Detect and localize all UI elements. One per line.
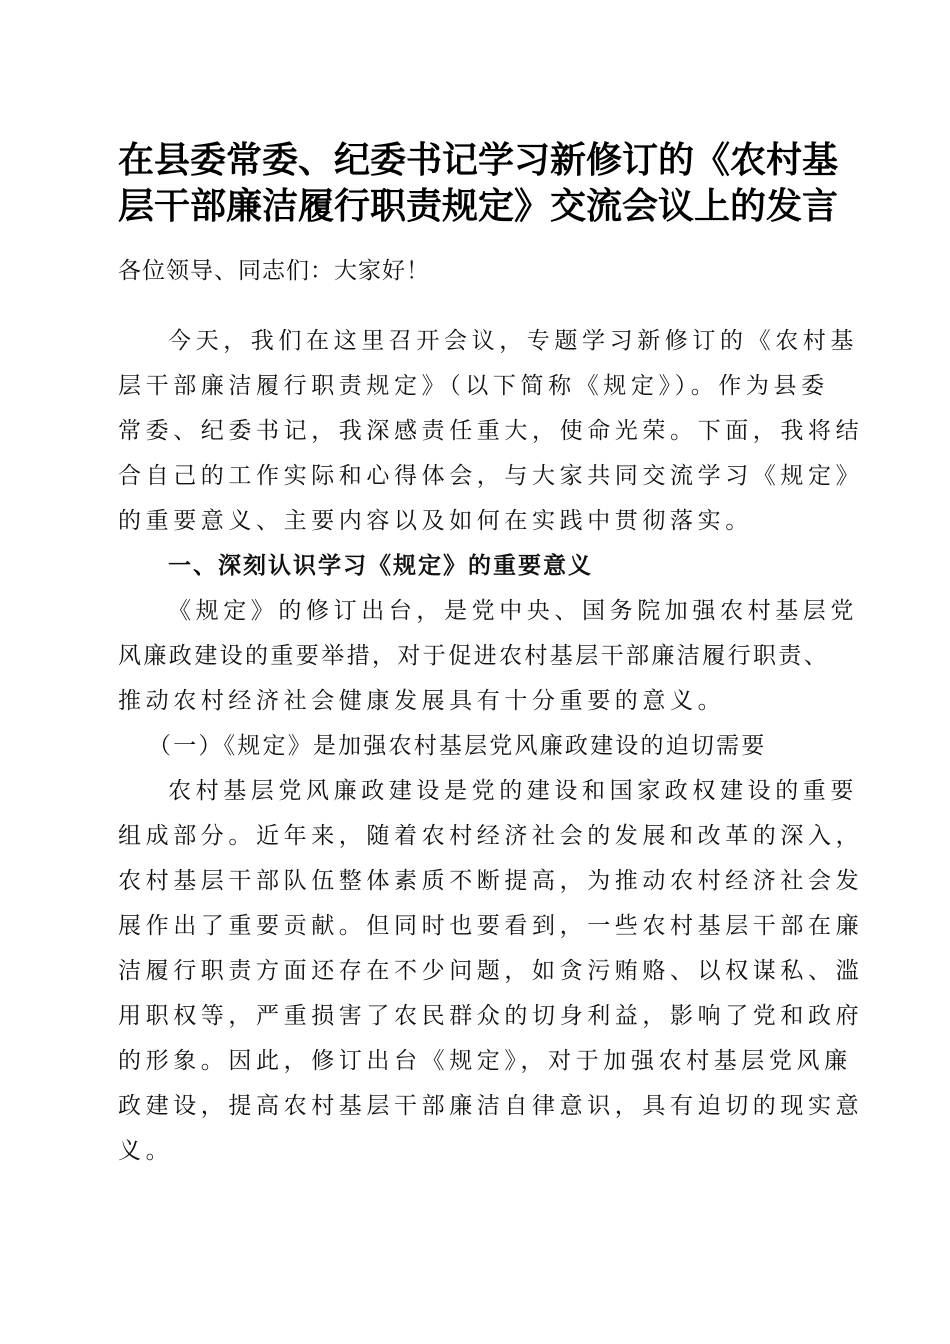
section-heading: 一、深刻认识学习《规定》的重要意义 xyxy=(168,553,593,579)
document-title-line-2: 层干部廉洁履行职责规定》交流会议上的发言 xyxy=(118,186,839,227)
section-line: 《规定》的修订出台，是党中央、国务院加强农村基层党 xyxy=(168,598,858,624)
subsection-line: 用职权等，严重损害了农民群众的切身利益，影响了党和政府 xyxy=(118,1003,864,1029)
subsection-line: 政建设，提高农村基层干部廉洁自律意识，具有迫切的现实意 xyxy=(118,1093,864,1119)
section-line: 推动农村经济社会健康发展具有十分重要的意义。 xyxy=(118,688,726,714)
document-title-line-1: 在县委常委、纪委书记学习新修订的《农村基 xyxy=(118,140,839,181)
subsection-line: 洁履行职责方面还存在不少问题，如贪污贿赂、以权谋私、滥 xyxy=(118,958,864,984)
intro-line: 今天，我们在这里召开会议，专题学习新修订的《农村基 xyxy=(168,328,858,354)
intro-line: 层干部廉洁履行职责规定》（以下简称《规定》）。作为县委 xyxy=(118,373,829,399)
subsection-heading: （一）《规定》是加强农村基层党风廉政建设的迫切需要 xyxy=(148,733,767,759)
subsection-line: 义。 xyxy=(118,1138,174,1164)
subsection-line: 展作出了重要贡献。但同时也要看到，一些农村基层干部在廉 xyxy=(118,913,864,939)
subsection-line: 农村基层干部队伍整体素质不断提高，为推动农村经济社会发 xyxy=(118,868,864,894)
subsection-line: 的形象。因此，修订出台《规定》，对于加强农村基层党风廉 xyxy=(118,1048,852,1074)
section-line: 风廉政建设的重要举措，对于促进农村基层干部廉洁履行职责、 xyxy=(118,643,830,669)
subsection-line: 组成部分。近年来，随着农村经济社会的发展和改革的深入， xyxy=(118,823,864,849)
subsection-line: 农村基层党风廉政建设是党的建设和国家政权建设的重要 xyxy=(168,778,858,804)
greeting: 各位领导、同志们：大家好！ xyxy=(118,258,430,284)
intro-line: 的重要意义、主要内容以及如何在实践中贯彻落实。 xyxy=(118,508,753,534)
intro-line: 合自己的工作实际和心得体会，与大家共同交流学习《规定》 xyxy=(118,463,864,489)
intro-line: 常委、纪委书记，我深感责任重大，使命光荣。下面，我将结 xyxy=(118,418,864,444)
